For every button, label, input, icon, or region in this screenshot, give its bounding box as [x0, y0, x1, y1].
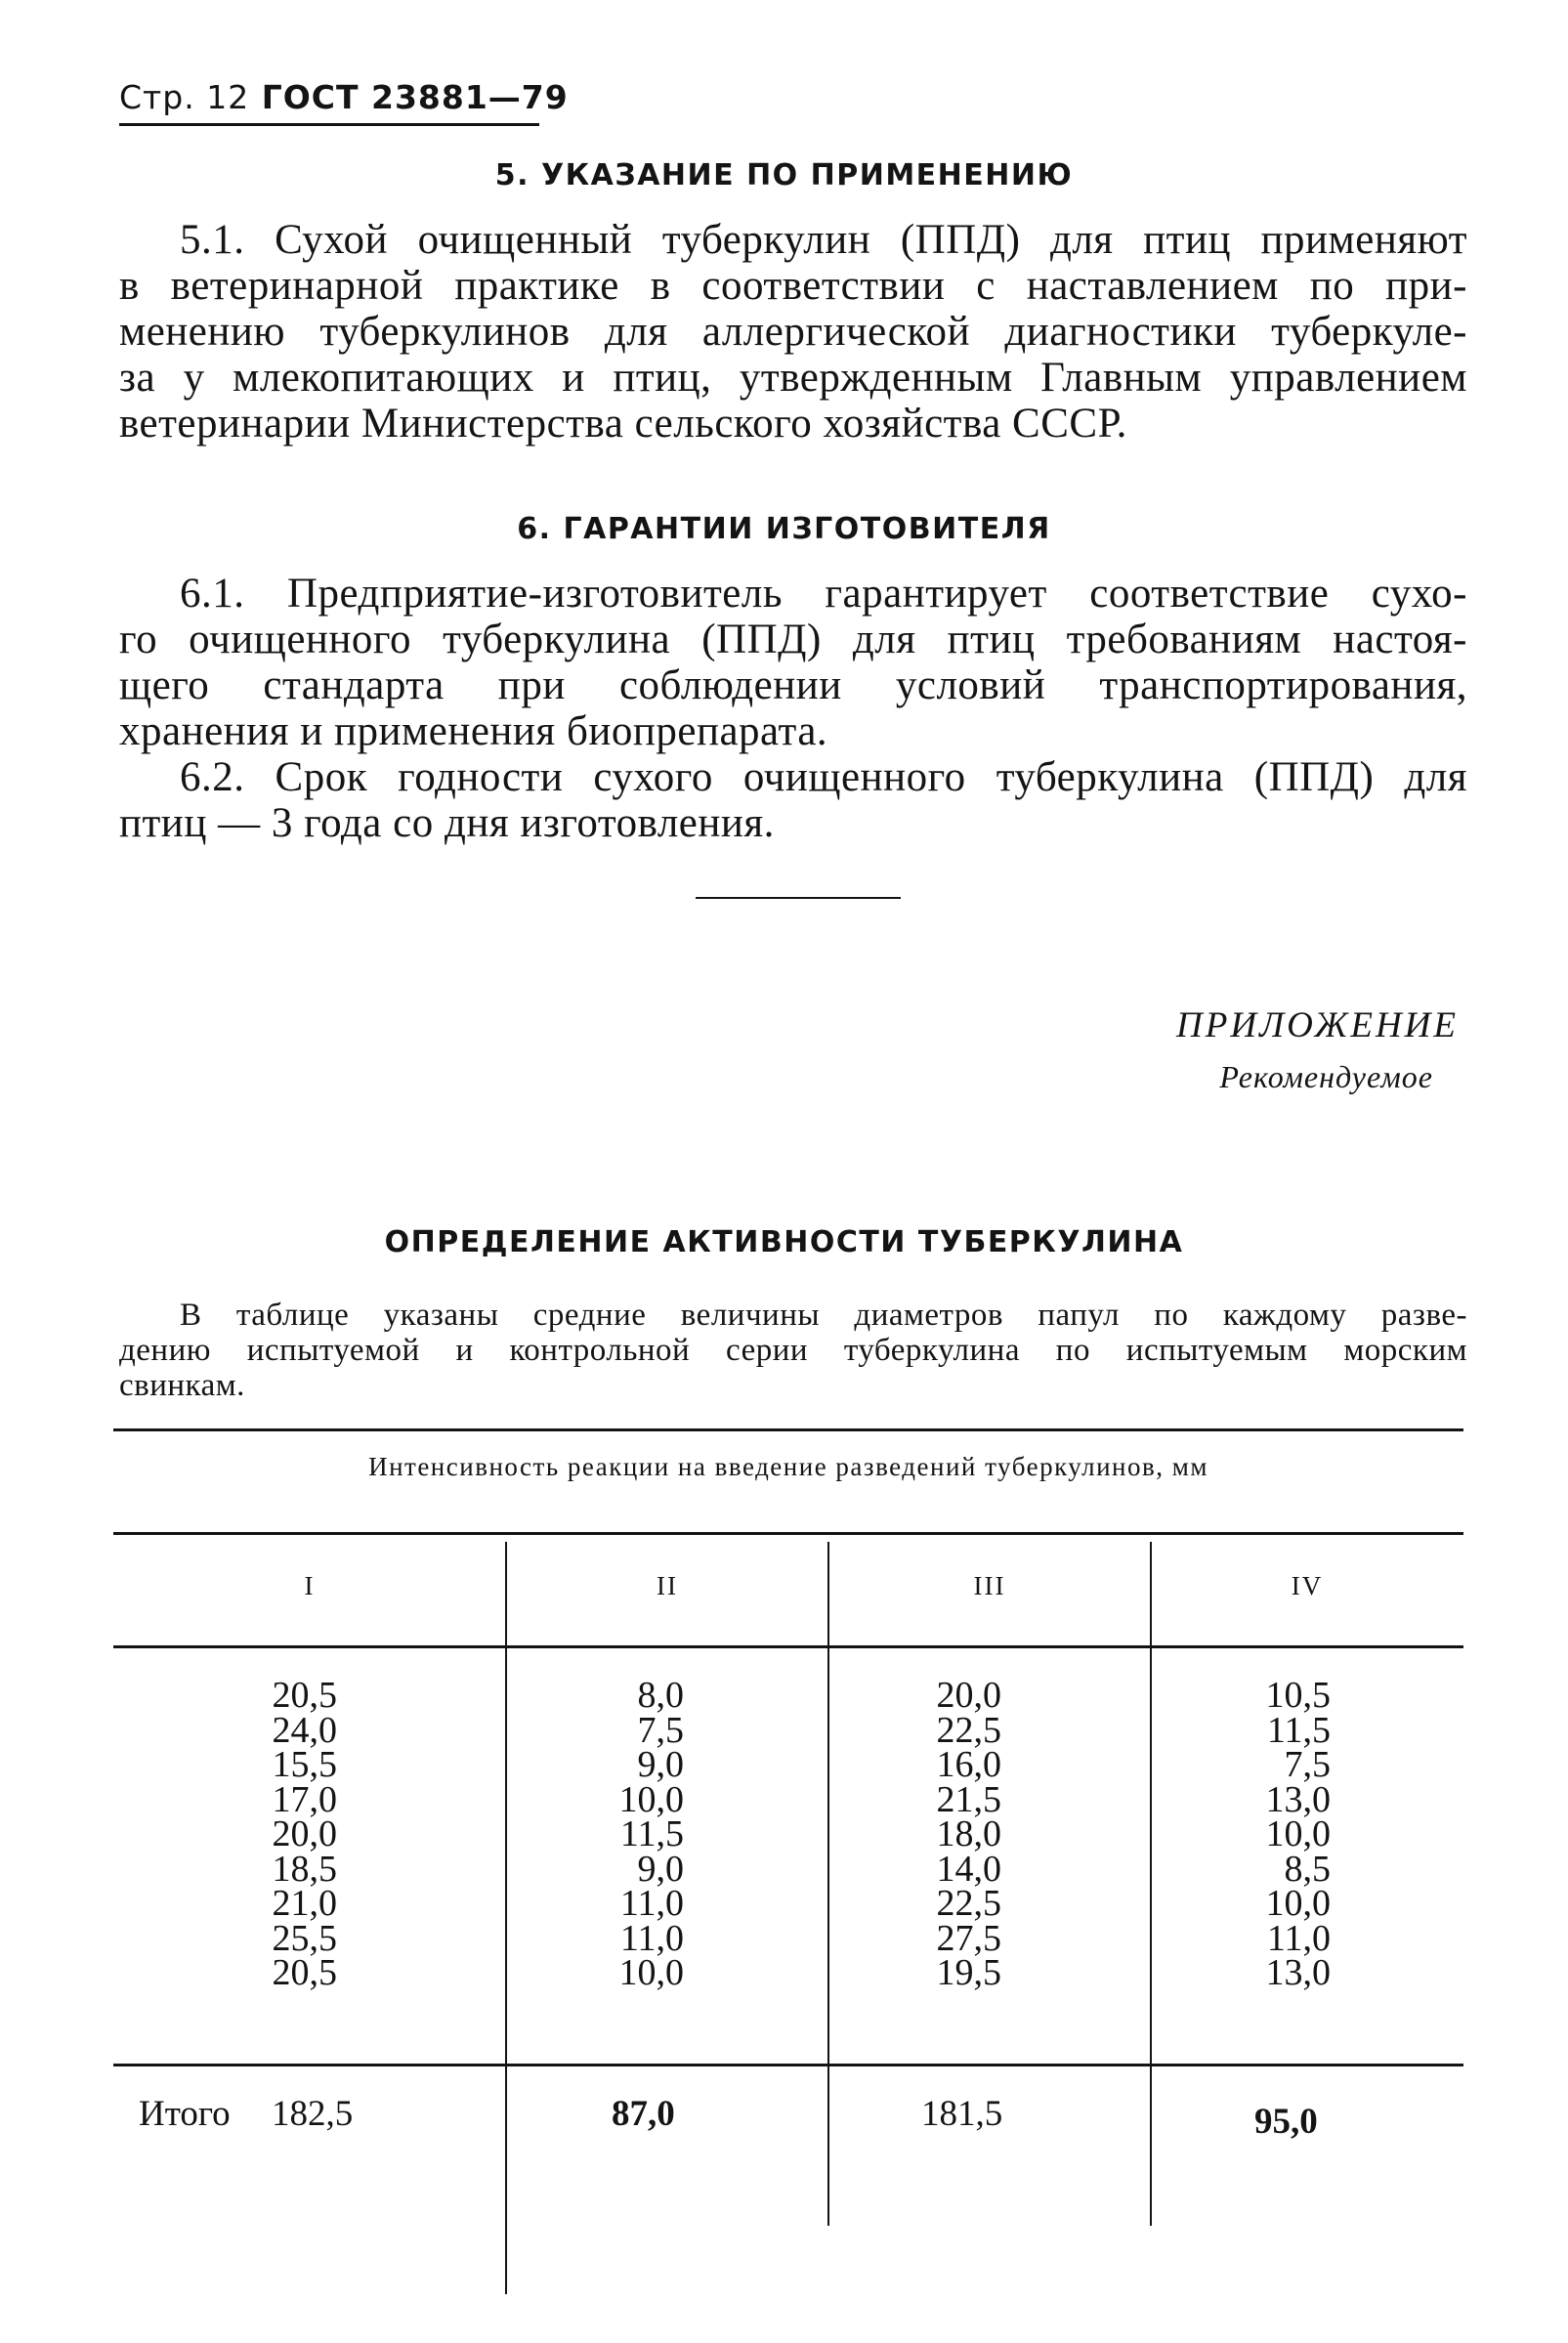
column-divider [1150, 1542, 1152, 2226]
table-cell: 11,0 [1266, 1917, 1331, 1959]
page-number: Стр. 12 [119, 78, 250, 116]
intro-line: свинкам. [119, 1368, 245, 1403]
column-divider [827, 1542, 829, 2226]
section-6-paragraph-2 [119, 754, 1467, 846]
table-header-rule [113, 1645, 1463, 1648]
table-cell: 10,5 [1265, 1675, 1331, 1716]
table-cell: 11,5 [1266, 1709, 1331, 1751]
column-header-IV: IV [1291, 1571, 1324, 1600]
table-cell: 8,0 [637, 1675, 684, 1716]
section-6-title: 6. ГАРАНТИИ ИЗГОТОВИТЕЛЯ [517, 512, 1051, 546]
paragraph-line: в ветеринарной практике в соответствии с наставлением по при- [119, 263, 1467, 309]
paragraph-line: го очищенного туберкулина (ППД) для птиц требованиям настоя- [119, 617, 1467, 662]
table-cell: 14,0 [936, 1848, 1001, 1890]
appendix-title: ОПРЕДЕЛЕНИЕ АКТИВНОСТИ ТУБЕРКУЛИНА [384, 1225, 1184, 1259]
table-cell: 11,5 [619, 1813, 684, 1854]
column-header-III: III [973, 1571, 1006, 1600]
page-header [119, 78, 569, 116]
column-III-values [860, 1675, 1001, 1993]
table-caption: Интенсивность реакции на введение разведений туберкулинов, мм [368, 1452, 1208, 1481]
section-6-paragraph-1 [119, 571, 1467, 754]
table-cell: 17,0 [272, 1778, 337, 1820]
column-I-values [195, 1675, 337, 1993]
table-cell: 20,5 [272, 1952, 337, 1993]
paragraph-line: хранения и применения биопрепарата. [119, 708, 828, 754]
table-cell: 24,0 [272, 1709, 337, 1751]
total-label: Итого [139, 2094, 231, 2134]
table-cell: 19,5 [936, 1952, 1001, 1993]
table-cell: 16,0 [936, 1744, 1001, 1785]
intro-line: дению испытуемой и контрольной серии туберкулина по испытуемым морским [119, 1333, 1467, 1368]
total-column-III: 181,5 [921, 2094, 1003, 2134]
table-cell: 11,0 [619, 1883, 684, 1924]
paragraph-line: 6.1. Предприятие-изготовитель гарантирует соответствие сухо- [180, 571, 1467, 617]
paragraph-line: 5.1. Сухой очищенный туберкулин (ППД) для птиц применяют [180, 217, 1467, 263]
table-cell: 25,5 [272, 1917, 337, 1959]
table-cell: 18,0 [936, 1813, 1001, 1854]
table-cell: 20,0 [272, 1813, 337, 1854]
header-underline [119, 123, 539, 126]
table-cell: 21,5 [936, 1778, 1001, 1820]
table-cell: 11,0 [619, 1917, 684, 1959]
table-cell: 10,0 [1265, 1813, 1331, 1854]
total-column-I: 182,5 [272, 2094, 354, 2134]
paragraph-line: менению туберкулинов для аллергической диагностики туберкуле- [119, 309, 1467, 355]
paragraph-line: птиц — 3 года со дня изготовления. [119, 800, 775, 846]
section-5-title: 5. УКАЗАНИЕ ПО ПРИМЕНЕНИЮ [494, 158, 1074, 192]
table-cell: 21,0 [272, 1883, 337, 1924]
table-cell: 20,0 [936, 1675, 1001, 1716]
intro-line: В таблице указаны средние величины диаметров папул по каждому разве- [180, 1298, 1467, 1333]
paragraph-line: 6.2. Срок годности сухого очищенного туберкулина (ППД) для [180, 754, 1467, 800]
total-column-IV: 95,0 [1254, 2102, 1318, 2142]
table-cell: 10,0 [1265, 1883, 1331, 1924]
paragraph-line: за у млекопитающих и птиц, утвержденным Главным управлением [119, 355, 1467, 401]
table-cell: 8,5 [1284, 1848, 1331, 1890]
column-IV-values [1202, 1675, 1331, 1993]
column-header-II: II [657, 1571, 678, 1600]
table-cell: 9,0 [637, 1744, 684, 1785]
section-5-paragraph [119, 217, 1467, 447]
column-divider [505, 1542, 507, 2294]
table-cell: 22,5 [936, 1709, 1001, 1751]
table-cell: 13,0 [1265, 1952, 1331, 1993]
column-II-values [547, 1675, 684, 1993]
table-cell: 10,0 [618, 1778, 684, 1820]
table-top-rule [113, 1428, 1463, 1431]
table-cell: 20,5 [272, 1675, 337, 1716]
table-total-rule [113, 2064, 1463, 2066]
table-cell: 15,5 [272, 1744, 337, 1785]
section-separator [696, 897, 901, 899]
appendix-label: ПРИЛОЖЕНИЕ [1176, 1005, 1459, 1045]
table-cell: 9,0 [637, 1848, 684, 1890]
table-cell: 7,5 [637, 1709, 684, 1751]
appendix-intro [119, 1298, 1467, 1403]
appendix-status: Рекомендуемое [1219, 1059, 1433, 1094]
paragraph-line: ветеринарии Министерства сельского хозяйства СССР. [119, 401, 1127, 447]
table-cell: 10,0 [618, 1952, 684, 1993]
table-cell: 27,5 [936, 1917, 1001, 1959]
table-cell: 18,5 [272, 1848, 337, 1890]
total-column-II: 87,0 [612, 2094, 675, 2134]
table-cell: 13,0 [1265, 1778, 1331, 1820]
table-cell: 7,5 [1284, 1744, 1331, 1785]
standard-number: ГОСТ 23881—79 [261, 78, 569, 116]
table-cell: 22,5 [936, 1883, 1001, 1924]
column-header-I: I [304, 1571, 316, 1600]
table-caption-rule [113, 1532, 1463, 1535]
paragraph-line: щего стандарта при соблюдении условий транспортирования, [119, 662, 1467, 708]
